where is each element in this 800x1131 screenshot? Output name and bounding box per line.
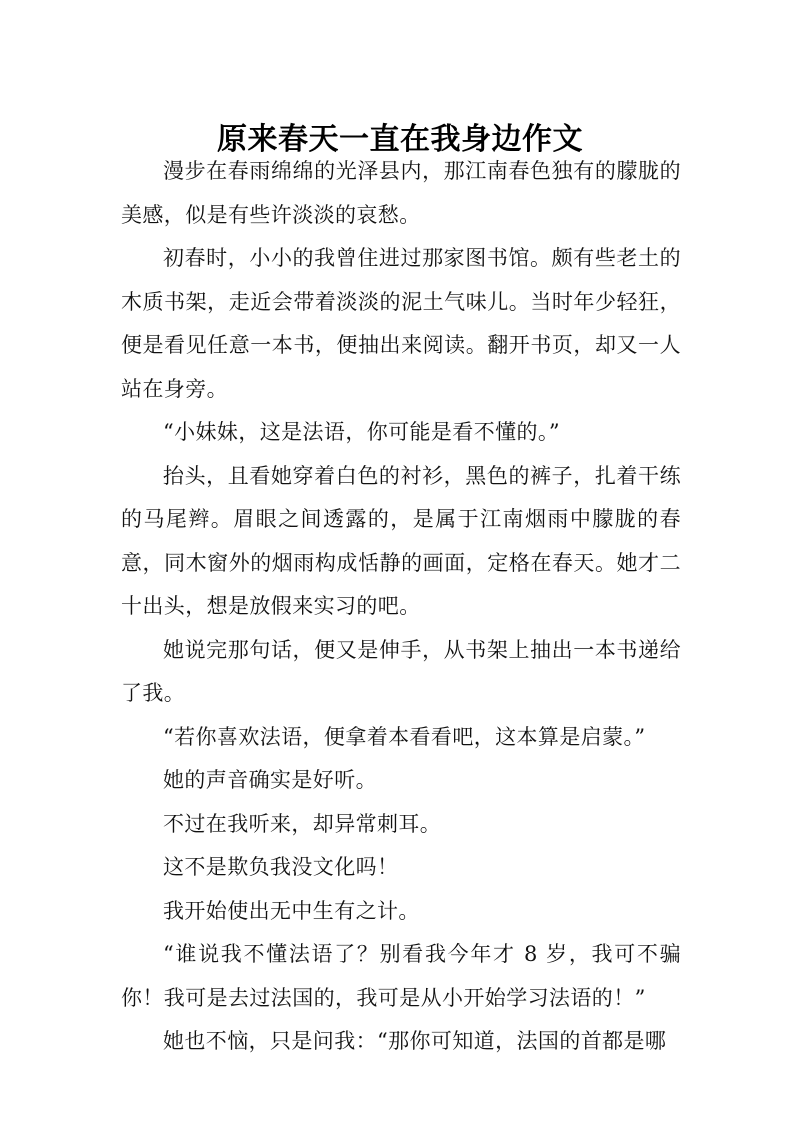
document-title: 原来春天一直在我身边作文: [217, 122, 583, 158]
paragraph: 初春时，小小的我曾住进过那家图书馆。颇有些老土的木质书架，走近会带着淡淡的泥土气味儿。当时年少轻狂，便是看见任意一本书，便抽出来阅读。翻开书页，却又一人站在身旁。: [121, 246, 681, 401]
paragraph: 这不是欺负我没文化吗！: [163, 855, 399, 879]
paragraph: “谁说我不懂法语了？别看我今年才 8 岁，我可不骗你！我可是去过法国的，我可是从小开始学习法语的！”: [121, 942, 681, 1010]
paragraph: “若你喜欢法语，便拿着本看看吧，这本算是启蒙。”: [163, 724, 646, 749]
paragraph: 她的声音确实是好听。: [163, 768, 377, 792]
document-body: [121, 150, 681, 1064]
paragraph: 她也不恼，只是问我：“那你可知道，法国的首都是哪: [163, 1029, 667, 1053]
paragraph: 漫步在春雨绵绵的光泽县内，那江南春色独有的朦胧的美感，似是有些许淡淡的哀愁。: [121, 159, 681, 227]
paragraph: 我开始使出无中生有之计。: [163, 898, 420, 923]
paragraph: 不过在我听来，却异常刺耳。: [163, 811, 442, 836]
paragraph: 她说完那句话，便又是伸手，从书架上抽出一本书递给了我。: [121, 637, 681, 705]
paragraph: “小妹妹，这是法语，你可能是看不懂的。”: [163, 420, 560, 444]
paragraph: 抬头，且看她穿着白色的衬衫，黑色的裤子，扎着干练的马尾辫。眉眼之间透露的，是属于江南烟雨中朦胧的春意，同木窗外的烟雨构成恬静的画面，定格在春天。她才二十出头，想是放假来实习的吧。: [121, 463, 681, 618]
